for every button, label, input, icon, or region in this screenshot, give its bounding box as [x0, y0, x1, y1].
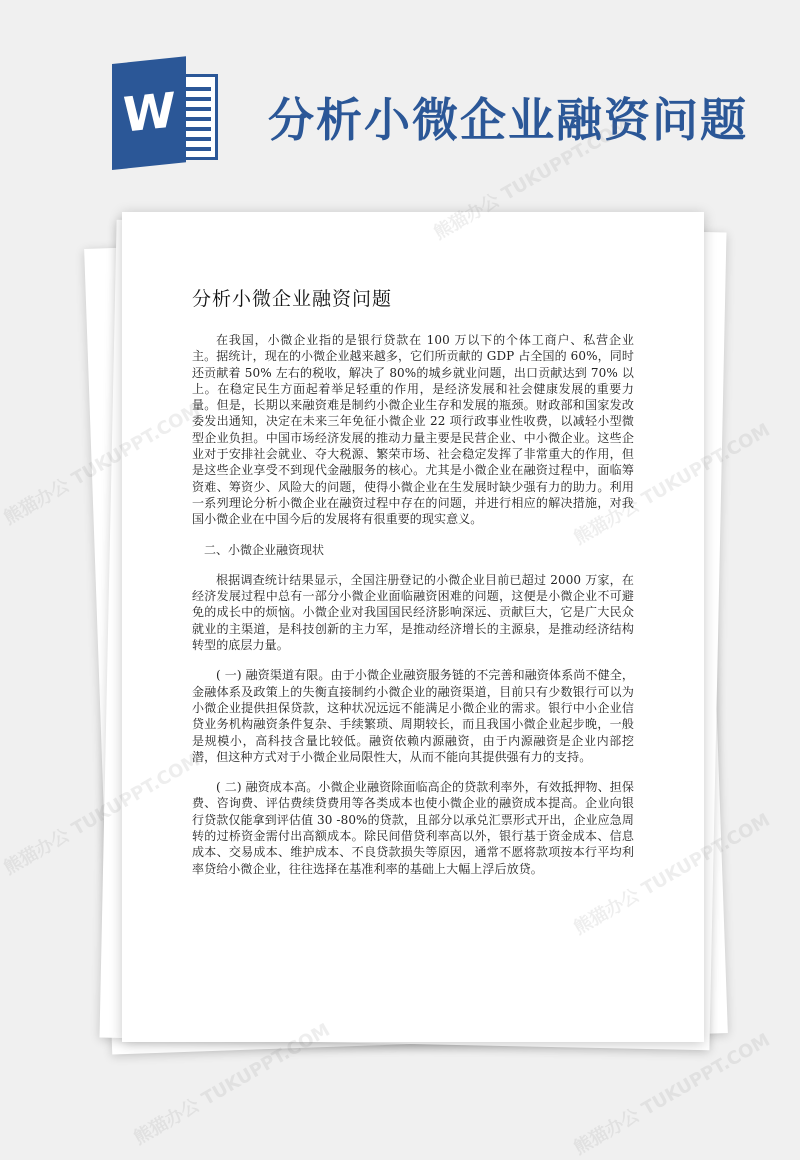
document-title: 分析小微企业融资问题: [192, 288, 393, 310]
watermark: 熊猫办公 TUKUPPT.COM: [570, 1029, 774, 1160]
section-heading: 二、小微企业融资现状: [204, 542, 325, 557]
word-w-badge: W: [112, 56, 186, 170]
paragraph-intro: 在我国，小微企业指的是银行贷款在 100 万以下的个体工商户、私营企业主。据统计，现在的小微企业越来越多，它们所贡献的 GDP 占全国的 60%，同时还贡献着 50% 左右的税收，解决了 80%的城乡就业问题，出口贡献达到 70% 以上。在稳定民生方面起着举足轻重的作用，是经济发展和社会健康发展的重要力量。但是，长期以来融资难是制约小微企业生存和发展的瓶颈。财政部和国家发改委发出通知，决定在未来三年免征小微企业 22 项行政事业性收费，以减轻小型微型企业负担。中国市场经济发展的推动力量主要是民营企业、中小微企业。这些企业对于安排社会就业、夺大税源、繁荣市场、社会稳定发挥了非常重大的作用，但是这些企业享受不到现代金融服务的核心。尤其是小微企业在融资过程中，面临筹资难、筹资少、风险大的问题，使得小微企业在生发展时缺少强有力的助力。利用一系列理论分析小微企业在融资过程中存在的问题，并进行相应的解决措施，对我国小微企业在中国今后的发展将有很重要的现实意义。: [192, 333, 634, 527]
header: [0, 0, 800, 200]
watermark: 熊猫办公: [0, 474, 74, 530]
watermark: 熊猫办公 TUKUPPT.COM: [0, 749, 204, 880]
header-title: 分析小微企业融资问题: [268, 93, 748, 147]
word-logo-icon: [112, 64, 222, 174]
document-body: [192, 332, 634, 877]
paragraph-costs: ( 二) 融资成本高。小微企业融资除面临高企的贷款利率外，有效抵押物、担保费、咨询费、评估费续贷费用等各类成本也使小微企业的融资成本提高。企业向银行贷款仅能拿到评估值 30 -80%的贷款，且部分以承兑汇票形式开出，企业应急周转的过桥资金需付出高额成本。除民间借贷利率高以外，银行基于资金成本、信息成本、交易成本、维护成本、不良贷款损失等原因，通常不愿将款项按本行平均利率贷给小微企业，往往选择在基准利率的基础上大幅上浮后放贷。: [192, 780, 634, 876]
paragraph-status: 根据调查统计结果显示，全国注册登记的小微企业目前已超过 2000 万家，在经济发展过程中总有一部分小微企业面临融资困难的问题，这便是小微企业不可避免的成长中的烦恼。小微企业对我国国民经济影响深远、贡献巨大，它是广大民众就业的主渠道，是科技创新的主力军，是推动经济增长的主源泉，是推动经济结构转型的底层力量。: [192, 572, 634, 653]
document-page: [122, 212, 704, 1042]
watermark: 熊猫办公 TUKUPPT.COM: [130, 1019, 334, 1150]
paragraph-channels: ( 一) 融资渠道有限。由于小微企业融资服务链的不完善和融资体系尚不健全，金融体系及政策上的失衡直接制约小微企业的融资渠道，目前只有少数银行可以为小微企业提供担保贷款，这种状况远远不能满足小微企业的需求。银行中小企业信贷业务机构融资条件复杂、手续繁琐、周期较长，而且我国小微企业起步晚，一般是规模小，高科技含量比较低。融资依赖内源融资，由于内源融资是企业内部挖潜，但这种方式对于小微企业局限性大，从而不能向其提供强有力的支持。: [192, 668, 634, 764]
watermark: 熊猫办公 TUKUPPT.COM: [430, 114, 634, 245]
